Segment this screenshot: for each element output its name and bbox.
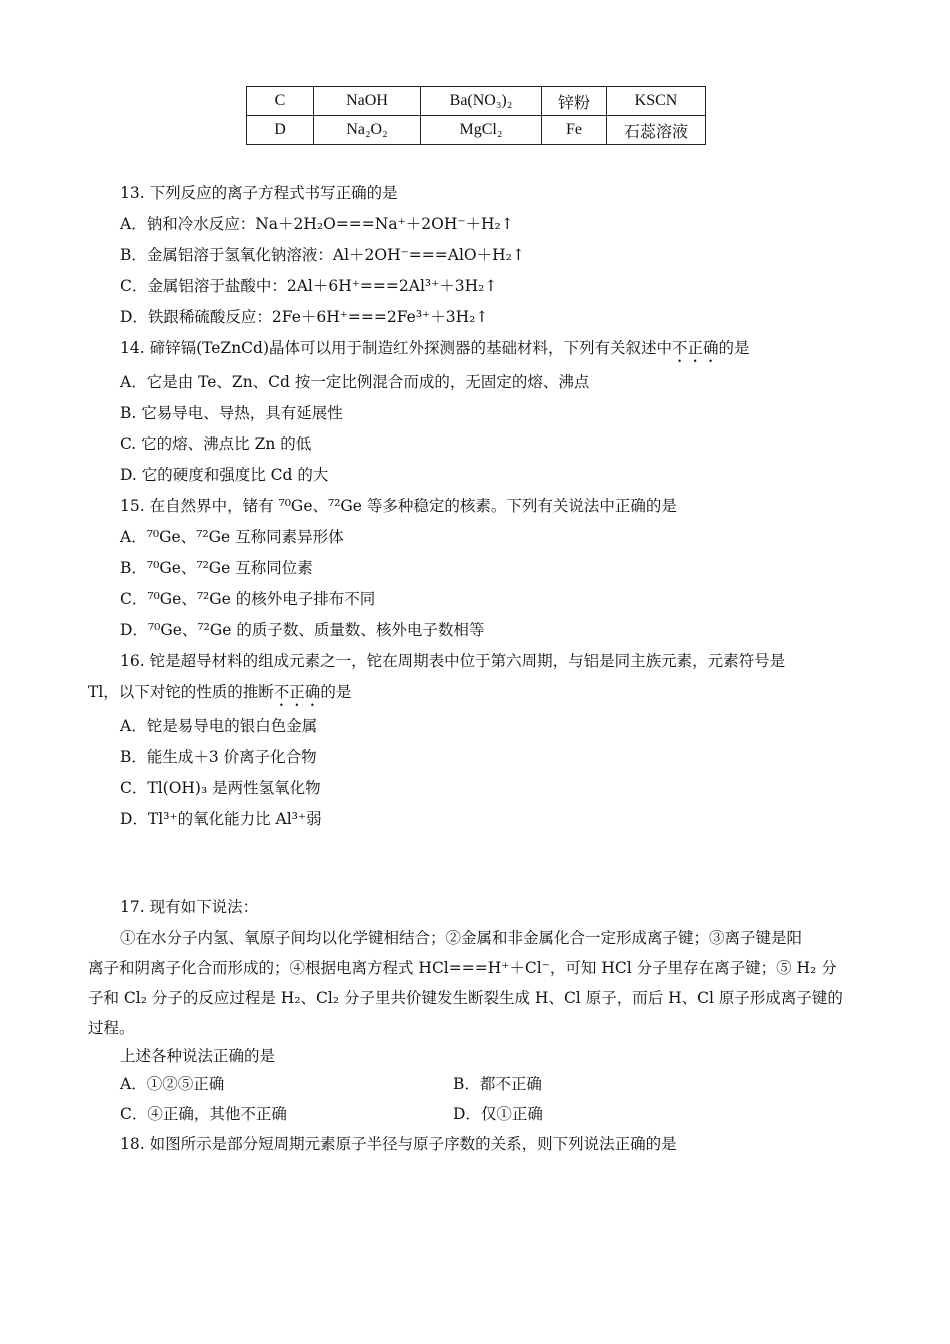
q13-option-a: A．钠和冷水反应：Na＋2H₂O===Na⁺＋2OH⁻＋H₂↑	[120, 215, 514, 233]
q17-option-b: B．都不正确	[453, 1075, 542, 1093]
table-cell: D	[247, 116, 314, 145]
table-row	[247, 87, 706, 116]
q14-stem-emphasis: 不正确	[672, 339, 719, 357]
q16-option-a: A．铊是易导电的银白色金属	[120, 717, 318, 735]
q15-option-a: A．⁷⁰Ge、⁷²Ge 互称同素异形体	[120, 528, 344, 546]
q14-stem	[120, 338, 750, 366]
q16-option-b: B．能生成＋3 价离子化合物	[120, 748, 317, 766]
q17-paragraph-line: ①在水分子内氢、氧原子间均以化学键相结合；②金属和非金属化合一定形成离子键；③离子键是阳	[120, 929, 803, 947]
q15-option-d: D．⁷⁰Ge、⁷²Ge 的质子数、质量数、核外电子数相等	[120, 621, 485, 639]
table-cell: Na₂O₂	[314, 116, 421, 145]
table-cell: Ba(NO₃)₂	[421, 87, 542, 116]
q14-stem-post: 的是	[718, 339, 750, 357]
q16-option-c: C．Tl(OH)₃ 是两性氢氧化物	[120, 779, 321, 797]
q17-paragraph-line: 子和 Cl₂ 分子的反应过程是 H₂、Cl₂ 分子里共价键发生断裂生成 H、Cl 原子，而后 H、Cl 原子形成离子键的	[88, 989, 843, 1007]
q13-stem: 13. 下列反应的离子方程式书写正确的是	[120, 184, 398, 202]
table-cell: MgCl₂	[421, 116, 542, 145]
q15-stem: 15. 在自然界中，锗有 ⁷⁰Ge、⁷²Ge 等多种稳定的核素。下列有关说法中正确的是	[120, 497, 677, 515]
q14-option-a: A．它是由 Te、Zn、Cd 按一定比例混合而成的，无固定的熔、沸点	[120, 373, 590, 391]
q15-option-b: B．⁷⁰Ge、⁷²Ge 互称同位素	[120, 559, 313, 577]
q16-stem-emphasis: 不正确	[273, 683, 321, 701]
q16-stem-post: 的是	[320, 683, 352, 701]
q13-option-d: D．铁跟稀硫酸反应：2Fe＋6H⁺===2Fe³⁺＋3H₂↑	[120, 308, 489, 326]
q17-paragraph-line: 过程。	[88, 1019, 135, 1037]
q14-stem-pre: 14. 碲锌镉(TeZnCd)晶体可以用于制造红外探测器的基础材料，下列有关叙述中	[120, 339, 673, 357]
table-cell: KSCN	[607, 87, 706, 116]
q18-stem: 18. 如图所示是部分短周期元素原子半径与原子序数的关系，则下列说法正确的是	[120, 1135, 677, 1153]
q17-stem: 17. 现有如下说法：	[120, 898, 259, 916]
reagent-table	[246, 86, 706, 145]
table-cell: 锌粉	[542, 87, 607, 116]
table-cell: 石蕊溶液	[607, 116, 706, 145]
q16-stem-line2	[88, 682, 351, 710]
q15-option-c: C．⁷⁰Ge、⁷²Ge 的核外电子排布不同	[120, 590, 376, 608]
q16-stem-pre: Tl，以下对铊的性质的推断	[88, 683, 274, 701]
q17-option-a: A．①②⑤正确	[120, 1075, 225, 1093]
q17-paragraph-line: 离子和阴离子化合而形成的；④根据电离方程式 HCl===H⁺＋Cl⁻，可知 HCl 分子里存在离子键；⑤ H₂ 分	[88, 959, 837, 977]
q17-ask: 上述各种说法正确的是	[120, 1047, 276, 1065]
q13-option-c: C．金属铝溶于盐酸中：2Al＋6H⁺===2Al³⁺＋3H₂↑	[120, 277, 498, 295]
q14-option-c: C. 它的熔、沸点比 Zn 的低	[120, 435, 312, 453]
q17-option-d: D．仅①正确	[453, 1105, 543, 1123]
table-row	[247, 116, 706, 145]
q14-option-b: B. 它易导电、导热，具有延展性	[120, 404, 343, 422]
q13-option-b: B．金属铝溶于氢氧化钠溶液：Al＋2OH⁻===AlO＋H₂↑	[120, 246, 525, 264]
table-cell: C	[247, 87, 314, 116]
q16-stem-line1: 16. 铊是超导材料的组成元素之一，铊在周期表中位于第六周期，与铝是同主族元素，元素符号是	[120, 652, 786, 670]
q16-option-d: D．Tl³⁺的氧化能力比 Al³⁺弱	[120, 810, 322, 828]
table-cell: Fe	[542, 116, 607, 145]
q14-option-d: D. 它的硬度和强度比 Cd 的大	[120, 466, 329, 484]
table-cell: NaOH	[314, 87, 421, 116]
q17-option-c: C．④正确，其他不正确	[120, 1105, 287, 1123]
